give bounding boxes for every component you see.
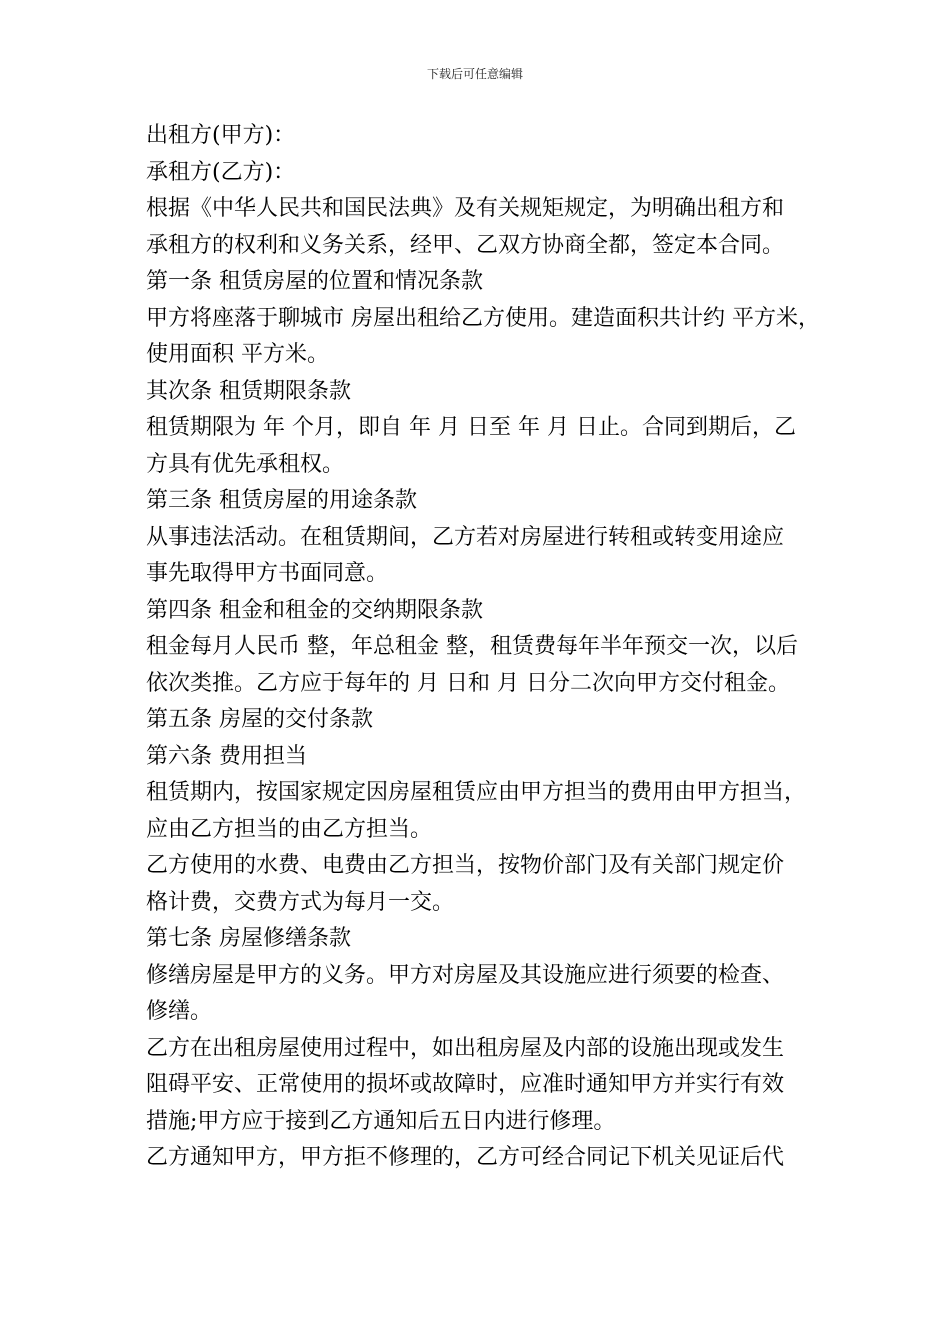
article-heading-4: 第四条 租金和租金的交纳期限条款 xyxy=(146,597,483,623)
paragraph-line: 租赁期内，按国家规定因房屋租赁应由甲方担当的费用由甲方担当， xyxy=(146,780,807,805)
page-header: 下载后可任意编辑 xyxy=(426,67,523,81)
article-heading-2: 其次条 租赁期限条款 xyxy=(146,378,351,404)
contract-body xyxy=(146,118,826,1177)
paragraph-line: 从事违法活动。在租赁期间，乙方若对房屋进行转租或转变用途应 xyxy=(146,524,785,550)
paragraph-line: 甲方将座落于聊城市 房屋出租给乙方使用。建造面积共计约 平方米， xyxy=(146,305,820,331)
article-heading-5: 第五条 房屋的交付条款 xyxy=(146,707,373,732)
paragraph-line: 应由乙方担当的由乙方担当。 xyxy=(146,816,433,842)
paragraph-line: 乙方通知甲方，甲方拒不修理的，乙方可经合同记下机关见证后代 xyxy=(146,1145,785,1170)
paragraph-line: 根据《中华人民共和国民法典》及有关规矩规定，为明确出租方和 xyxy=(146,196,785,221)
paragraph-line: 乙方在出租房屋使用过程中，如出租房屋及内部的设施出现或发生 xyxy=(146,1035,785,1061)
paragraph-line: 承租方的权利和义务关系，经甲、乙双方协商全都，签定本合同。 xyxy=(146,232,785,258)
paragraph-line: 租金每月人民币 整，年总租金 整，租赁费每年半年预交一次，以后 xyxy=(146,634,798,659)
paragraph-line: 阻碍平安、正常使用的损坏或故障时，应准时通知甲方并实行有效 xyxy=(146,1072,785,1097)
paragraph-line: 事先取得甲方书面同意。 xyxy=(146,561,389,586)
paragraph-line: 方具有优先承租权。 xyxy=(146,451,345,477)
paragraph-line: 修缮。 xyxy=(146,999,213,1024)
article-heading-1: 第一条 租赁房屋的位置和情况条款 xyxy=(146,269,483,294)
paragraph-line: 使用面积 平方米。 xyxy=(146,342,329,367)
party-b-line: 承租方(乙方)： xyxy=(146,159,296,185)
paragraph-line: 租赁期限为 年 个月，即自 年 月 日至 年 月 日止。合同到期后，乙 xyxy=(146,415,796,440)
party-a-line: 出租方(甲方)： xyxy=(146,123,296,148)
paragraph-line: 修缮房屋是甲方的义务。甲方对房屋及其设施应进行须要的检查、 xyxy=(146,962,785,988)
paragraph-line: 依次类推。乙方应于每年的 月 日和 月 日分二次向甲方交付租金。 xyxy=(146,670,790,696)
article-heading-7: 第七条 房屋修缮条款 xyxy=(146,926,351,951)
article-heading-3: 第三条 租赁房屋的用途条款 xyxy=(146,488,417,513)
article-heading-6: 第六条 费用担当 xyxy=(146,743,307,769)
paragraph-line: 措施;甲方应于接到乙方通知后五日内进行修理。 xyxy=(146,1108,616,1134)
paragraph-line: 格计费，交费方式为每月一交。 xyxy=(146,889,455,915)
paragraph-line: 乙方使用的水费、电费由乙方担当，按物价部门及有关部门规定价 xyxy=(146,853,785,878)
